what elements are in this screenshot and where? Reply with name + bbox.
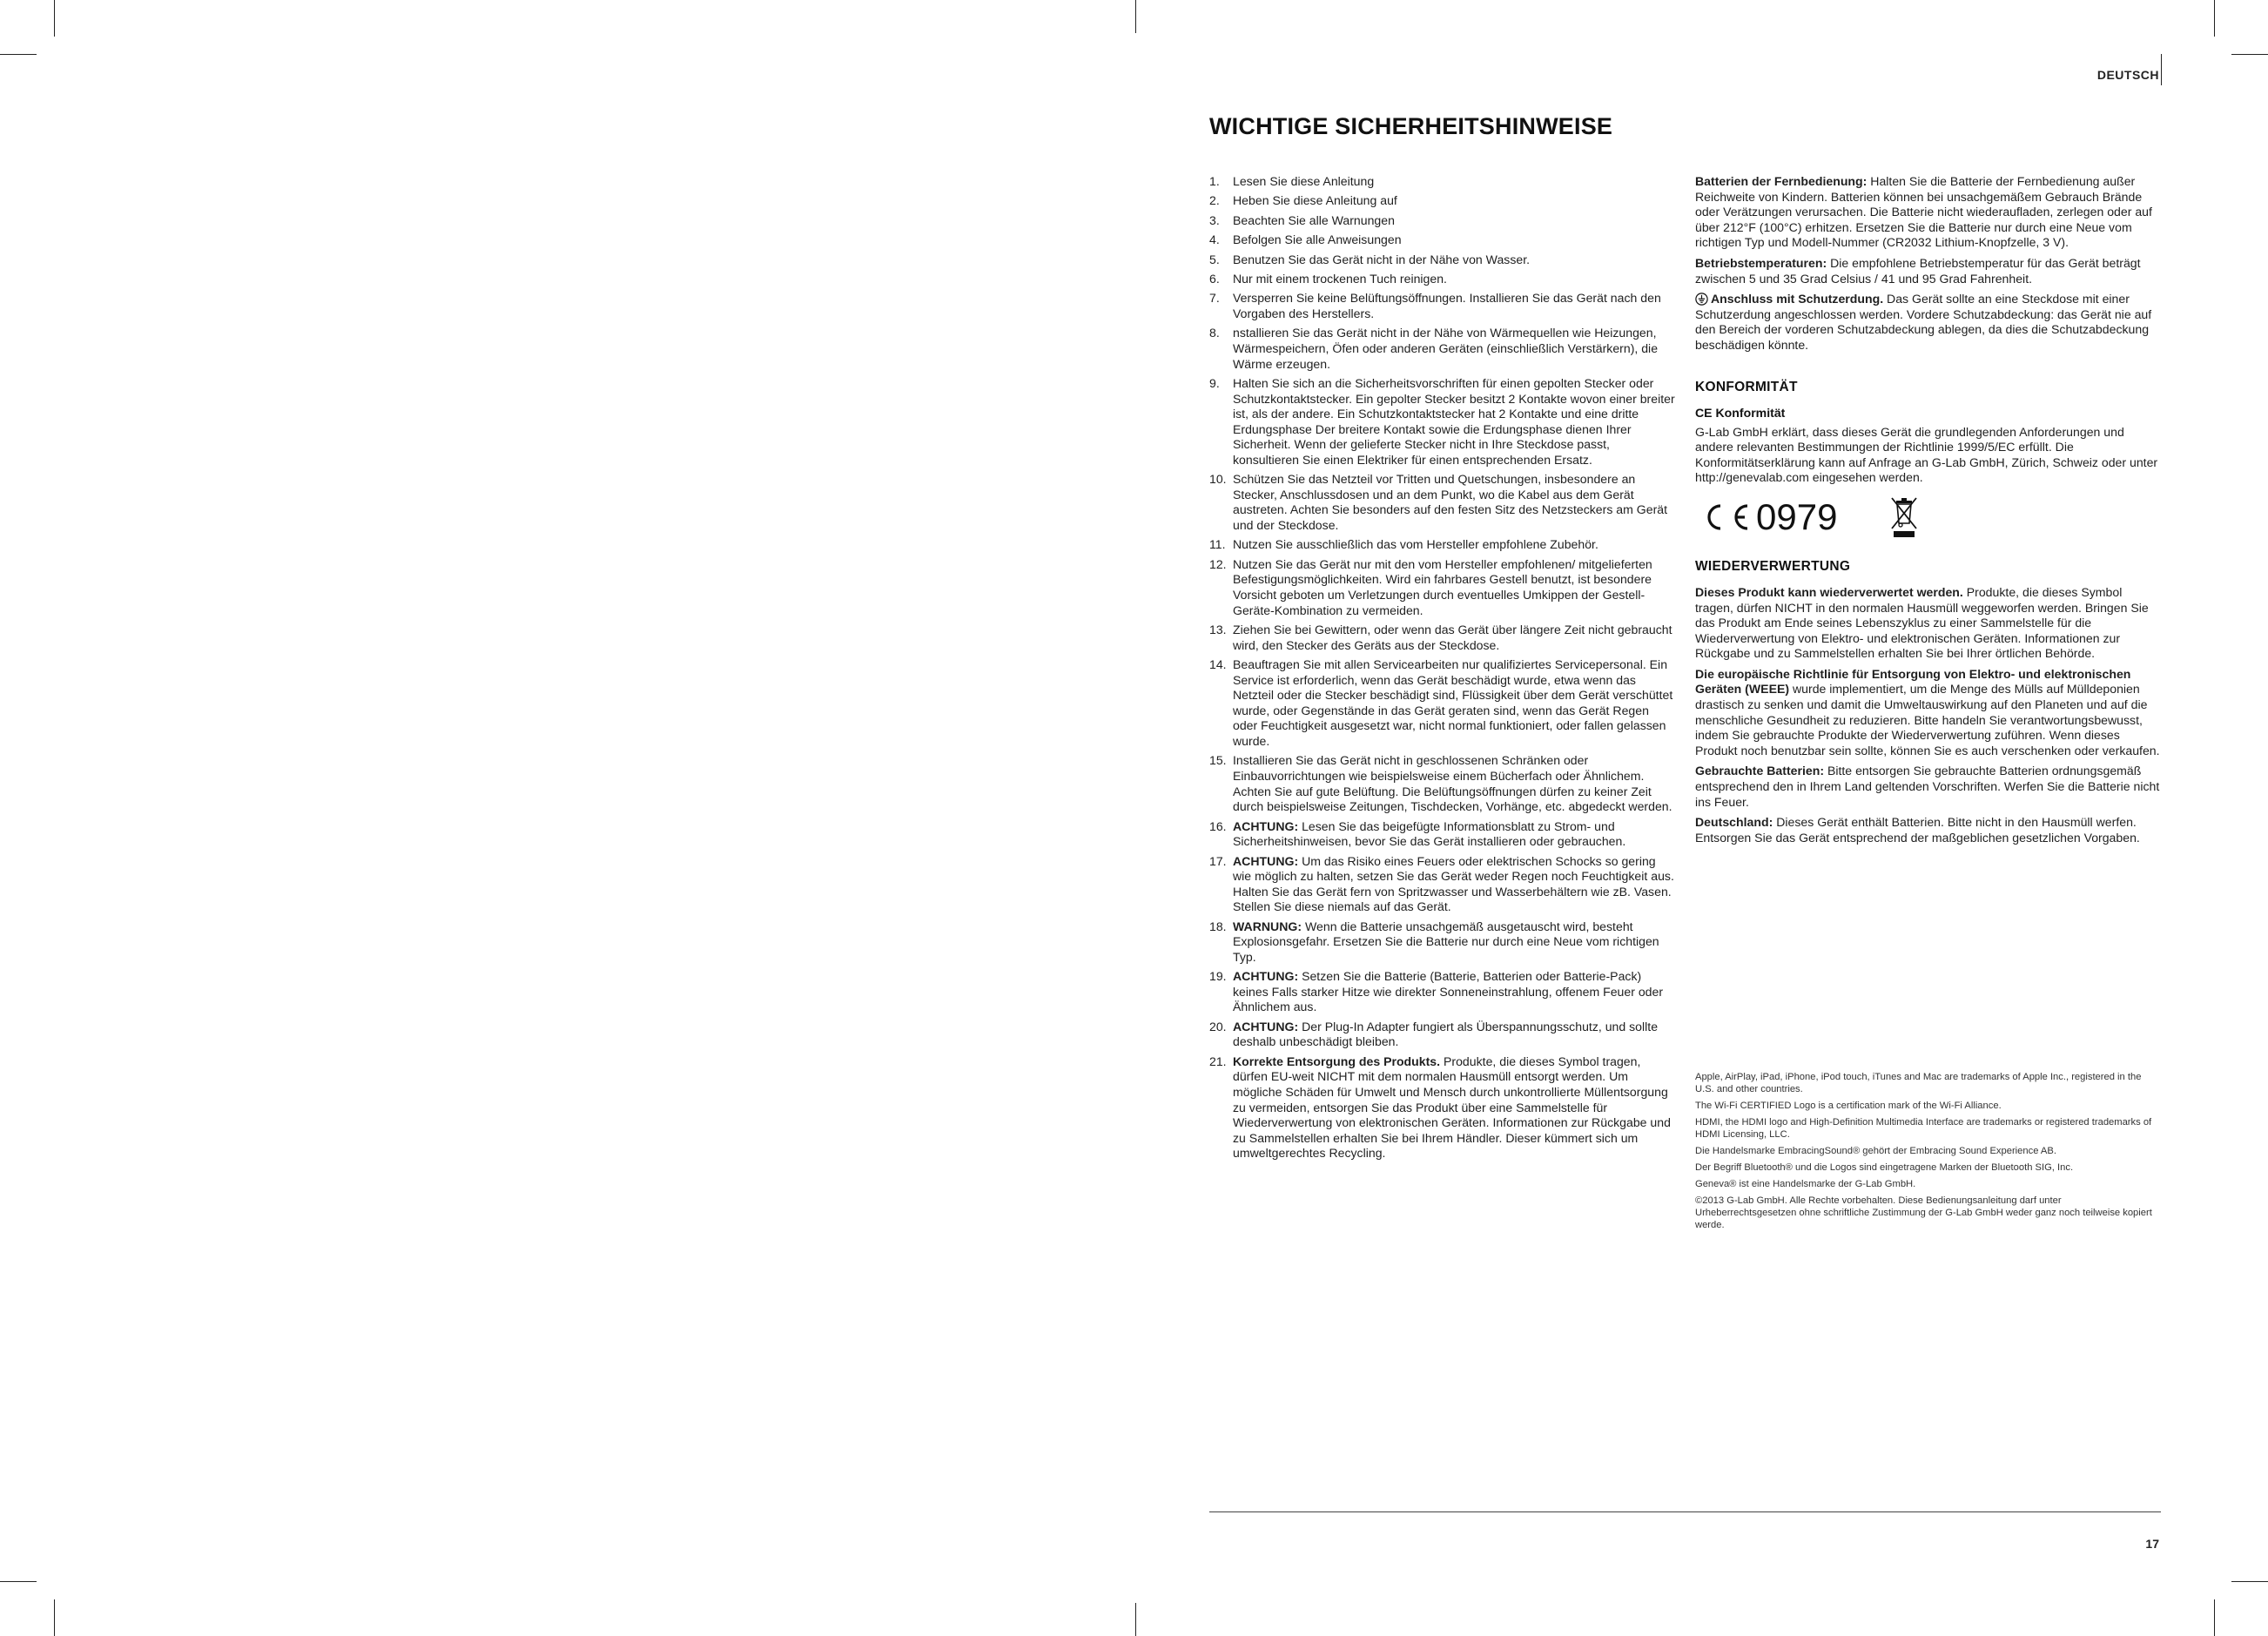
list-number: 1. — [1209, 174, 1220, 188]
list-item: 6. Nur mit einem trockenen Tuch reinigen. — [1209, 271, 1447, 286]
list-number: 16. — [1209, 818, 1227, 833]
crop-mark — [2214, 1599, 2215, 1636]
list-number: 15. — [1209, 753, 1227, 768]
crop-mark — [54, 0, 55, 37]
list-item: 5. Benutzen Sie das Gerät nicht in der Nähe von Wasser. — [1209, 252, 1531, 266]
trademark-line: Apple, AirPlay, iPad, iPhone, iPod touch, iTunes and Mac are trademarks of Apple Inc., registered in the U.S. and other countries. — [1695, 1072, 2142, 1094]
battery-paragraph: Batterien der Fernbedienung: Halten Sie die Batterie der Fernbedienung außer Reichweite von Kindern. Batterien können bei unsachgemäßem Gebrauch Brände oder Verätzungen verursachen. Die Batterie nicht wiederaufladen, zerlegen oder auf über 212°F (100°C) erhitzen. Ersetzen Sie die Batterie nur durch eine Neue vom richtigen Typ und Modell-Nummer (CR2032 Lithium-Knopfzelle, 3 V). — [1695, 174, 2152, 250]
list-item: 17. ACHTUNG: Um das Risiko eines Feuers oder elektrischen Schocks so gering wie möglich zu halten, setzen Sie das Gerät weder Regen noch Feuchtigkeit aus. Halten Sie das Gerät fern von Spritzwasser und Wasserbehältern wie zB. Vasen. Stellen Sie diese niemals auf das Gerät. — [1209, 853, 1674, 914]
list-number: 13. — [1209, 623, 1227, 636]
list-number: 3. — [1209, 212, 1220, 227]
trademark-line: Die Handelsmarke EmbracingSound® gehört der Embracing Sound Experience AB. — [1695, 1146, 2056, 1156]
germany-paragraph: Deutschland: Dieses Gerät enthält Batterien. Bitte nicht in den Hausmüll werfen. Entsorgen Sie das Gerät entsprechend der maßgeblichen gesetzlichen Vorgaben. — [1695, 815, 2140, 845]
used-batteries-paragraph: Gebrauchte Batterien: Bitte entsorgen Sie gebrauchte Batterien ordnungsgemäß entsprechend den in Ihrem Land geltenden Vorschriften. Werfen Sie die Batterie nicht ins Feuer. — [1695, 764, 2160, 809]
weee-bin-icon — [1889, 495, 1919, 539]
crop-mark — [2214, 0, 2215, 37]
list-number: 8. — [1209, 326, 1220, 340]
safety-list — [1209, 174, 1675, 1161]
list-number: 5. — [1209, 252, 1220, 266]
list-item: 12. Nutzen Sie das Gerät nur mit den vom Hersteller empfohlenen/ mitgelieferten Befestigungsmöglichkeiten. Wird ein fahrbares Gestell benutzt, ist besondere Vorsicht geboten um Verletzungen durch eventuelles Umkippen der Gestell-Geräte-Kombination zu vermeiden. — [1209, 556, 1652, 617]
list-item: 3. Beachten Sie alle Warnungen — [1209, 212, 1395, 227]
list-item: 15. Installieren Sie das Gerät nicht in geschlossenen Schränken oder Einbauvorrichtungen wie beispielsweise einem Bücherfach oder Ähnlichem. Achten Sie auf gute Belüftung. Die Belüftungsöffnungen dürfen zu keiner Zeit durch beispielsweise Zeitungen, Tischdecken, Vorhänge, etc. abgedeckt werden. — [1209, 753, 1672, 814]
trademark-line: Geneva® ist eine Handelsmarke der G-Lab GmbH. — [1695, 1179, 1916, 1189]
crop-mark — [2231, 54, 2268, 55]
crop-mark — [54, 1599, 55, 1636]
list-number: 11. — [1209, 537, 1226, 552]
list-number: 17. — [1209, 853, 1227, 868]
left-column — [1209, 174, 1675, 1166]
page-number: 17 — [2145, 1537, 2159, 1551]
list-number: 19. — [1209, 969, 1227, 984]
ground-paragraph: Anschluss mit Schutzerdung. Das Gerät sollte an eine Steckdose mit einer Schutzerdung angeschlossen werden. Vordere Schutzabdeckung: das Gerät nie auf den Bereich der vorderen Schutzabdeckung ablegen, da dies die Schutzabdeckung beschädigen könnte. — [1695, 292, 2152, 352]
list-number: 14. — [1209, 656, 1227, 671]
trademark-line: ©2013 G-Lab GmbH. Alle Rechte vorbehalten. Diese Bedienungsanleitung darf unter Urheberrechtsgesetzen ohne schriftliche Zustimmung der G-Lab GmbH weder ganz noch teilweise kopiert werde. — [1695, 1195, 2152, 1230]
list-number: 21. — [1209, 1054, 1227, 1068]
list-item: 2. Heben Sie diese Anleitung auf — [1209, 193, 1397, 208]
list-item: 19. ACHTUNG: Setzen Sie die Batterie (Batterie, Batterien oder Batterie-Pack) keines Falls starker Hitze wie direkter Sonneneinstrahlung, offenem Feuer oder Ähnlichem aus. — [1209, 969, 1664, 1014]
trademark-line: HDMI, the HDMI logo and High-Definition Multimedia Interface are trademarks or registered trademarks of HDMI Licensing, LLC. — [1695, 1117, 2152, 1140]
list-number: 9. — [1209, 375, 1220, 390]
ce-number: 0979 — [1756, 495, 1838, 537]
list-number: 20. — [1209, 1019, 1227, 1033]
weee-paragraph: Die europäische Richtlinie für Entsorgung von Elektro- und elektronischen Geräten (WEEE) wurde implementiert, um die Menge des Mülls auf Mülldeponien drastisch zu senken und damit die Umweltauswirkung auf den Planeten und auf die menschliche Gesundheit zu reduzieren. Bitte handeln Sie verantwortungsbewusst, indem Sie gebrauchte Produkte der Wiederverwertung zuführen. Wenn dieses Produkt noch benutzbar sein sollte, können Sie es auch verschenken oder verkaufen. — [1695, 666, 2160, 757]
list-number: 10. — [1209, 472, 1227, 487]
list-number: 18. — [1209, 919, 1227, 933]
footer-rule — [1209, 1511, 2161, 1512]
list-item: 14. Beauftragen Sie mit allen Servicearbeiten nur qualifiziertes Servicepersonal. Ein Service ist erforderlich, wenn das Gerät beschädigt wurde, etwa wenn das Netzteil oder die Stecker beschädigt sind, Flüssigkeit über dem Gerät verschüttet wurde, oder Gegenstände in das Gerät geraten sind, wenn das Gerät Regen oder Feuchtigkeit ausgesetzt war, nicht normal funktioniert, oder fallen gelassen wurde. — [1209, 656, 1673, 748]
konformitaet-heading: KONFORMITÄT — [1695, 379, 1798, 394]
recycling-paragraph: Dieses Produkt kann wiederverwertet werden. Produkte, die dieses Symbol tragen, dürfen NICHT in den normalen Hausmüll weggeworfen werden. Bringen Sie das Produkt am Ende seines Lebenszyklus zu einer Sammelstelle für die Wiederverwertung von Elektro- und elektronischen Geräten. Informationen zur Rückgabe und zu Sammelstellen erhalten Sie bei Ihrer örtlichen Behörde. — [1695, 584, 2149, 661]
trademark-line: The Wi-Fi CERTIFIED Logo is a certification mark of the Wi-Fi Alliance. — [1695, 1101, 2002, 1111]
crop-mark — [2161, 54, 2162, 85]
ground-icon — [1695, 293, 1708, 306]
crop-mark — [1135, 1603, 1136, 1636]
konformitaet-text: G-Lab GmbH erklärt, dass dieses Gerät die grundlegenden Anforderungen und andere relevanten Bestimmungen der Richtlinie 1999/5/EC erfüllt. Die Konformitätserklärung kann auf Anfrage an G-Lab GmbH, Zürich, Schweiz oder unter http://genevalab.com eingesehen werden. — [1695, 424, 2158, 485]
crop-mark — [0, 1581, 37, 1582]
list-number: 4. — [1209, 232, 1220, 247]
right-column — [1695, 174, 2161, 851]
list-item: 16. ACHTUNG: Lesen Sie das beigefügte Informationsblatt zu Strom- und Sicherheitshinweisen, bevor Sie das Gerät installieren oder gebrauchen. — [1209, 818, 1626, 849]
ce-logo-icon — [1695, 502, 1751, 533]
list-item: 8. nstallieren Sie das Gerät nicht in der Nähe von Wärmequellen wie Heizungen, Wärmespeichern, Öfen oder anderen Geräten (einschließlich Verstärkern), die Wärme erzeugen. — [1209, 326, 1659, 371]
recycling-heading: WIEDERVERWERTUNG — [1695, 558, 1851, 574]
trademarks — [1695, 1071, 2152, 1235]
list-number: 7. — [1209, 291, 1220, 306]
list-item: 4. Befolgen Sie alle Anweisungen — [1209, 232, 1402, 247]
list-item: 18. WARNUNG: Wenn die Batterie unsachgemäß ausgetauscht wird, besteht Explosionsgefahr. Ersetzen Sie die Batterie nur durch eine Neue vom richtigen Typ. — [1209, 919, 1659, 964]
list-number: 12. — [1209, 556, 1227, 571]
list-item: 13. Ziehen Sie bei Gewittern, oder wenn das Gerät über längere Zeit nicht gebraucht wird, den Stecker des Geräts aus der Steckdose. — [1209, 623, 1672, 652]
list-item: 11. Nutzen Sie ausschließlich das vom Hersteller empfohlene Zubehör. — [1209, 537, 1598, 552]
certification-marks — [1695, 491, 2161, 543]
ce-mark — [1695, 495, 1838, 537]
trademark-line: Der Begriff Bluetooth® und die Logos sind eingetragene Marken der Bluetooth SIG, Inc. — [1695, 1162, 2074, 1173]
temperature-paragraph: Betriebstemperaturen: Die empfohlene Betriebstemperatur für das Gerät beträgt zwischen 5 und 35 Grad Celsius / 41 und 95 Grad Fahrenheit. — [1695, 255, 2141, 286]
list-item: 1. Lesen Sie diese Anleitung — [1209, 174, 1375, 188]
crop-mark — [1135, 0, 1136, 33]
list-item: 7. Versperren Sie keine Belüftungsöffnungen. Installieren Sie das Gerät nach den Vorgaben des Herstellers. — [1209, 291, 1661, 320]
list-item: 20. ACHTUNG: Der Plug-In Adapter fungiert als Überspannungsschutz, und sollte deshalb unbeschädigt bleiben. — [1209, 1019, 1659, 1049]
list-number: 2. — [1209, 193, 1220, 208]
list-item: 10. Schützen Sie das Netzteil vor Tritten und Quetschungen, insbesondere an Stecker, Anschlussdosen und an dem Punkt, wo die Kabel aus dem Gerät austreten. Achten Sie besonders auf den festen Sitz des Netzsteckers am Gerät und der Steckdose. — [1209, 472, 1668, 533]
list-item: 21. Korrekte Entsorgung des Produkts. Produkte, die dieses Symbol tragen, dürfen EU-weit NICHT mit dem normalen Hausmüll entsorgt werden. Um mögliche Schäden für Umwelt und Mensch durch unkontrollierte Müllentsorgung zu vermeiden, entsorgen Sie das Produkt über eine Sammelstelle für Wiederverwertung von elektronischen Geräten. Informationen zur Rückgabe und zu Sammelstellen erhalten Sie bei Ihrem Händler. Dieser kümmert sich um umweltgerechtes Recycling. — [1209, 1054, 1671, 1161]
crop-mark — [2231, 1581, 2268, 1582]
ce-subheading: CE Konformität — [1695, 405, 1786, 420]
list-number: 6. — [1209, 271, 1220, 286]
page-language: DEUTSCH — [2096, 68, 2159, 82]
list-item: 9. Halten Sie sich an die Sicherheitsvorschriften für einen gepolten Stecker oder Schutzkontaktstecker. Ein gepolter Stecker besitzt 2 Kontakte wovon einer breiter ist, als der andere. Ein Schutzkontaktstecker hat 2 Kontakte und eine dritte Erdungsphase Der breitere Kontakt sowie die Erdungsphase dienen Ihrer Sicherheit. Wenn der gelieferte Stecker nicht in Ihre Steckdose passt, konsultieren Sie einen Elektriker für einen entsprechenden Ersatz. — [1209, 375, 1675, 467]
crop-mark — [0, 54, 37, 55]
page-title: WICHTIGE SICHERHEITSHINWEISE — [1209, 113, 1613, 139]
